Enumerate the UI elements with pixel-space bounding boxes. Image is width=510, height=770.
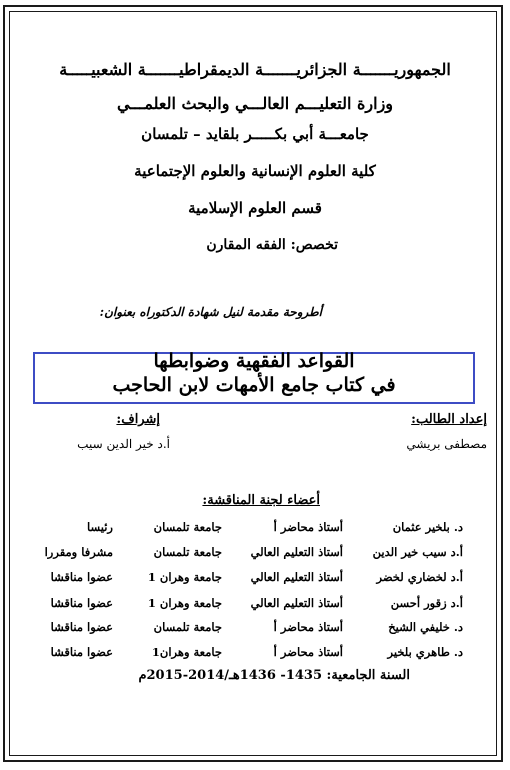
- member-name: د. خليفي الشيخ: [388, 620, 463, 634]
- member-university: جامعة تلمسان: [153, 520, 222, 534]
- committee-row: [0, 545, 510, 567]
- member-rank: أستاذ التعليم العالي: [250, 545, 343, 559]
- committee-row: [0, 596, 510, 618]
- member-name: أ.د زقور أحسن: [390, 596, 463, 610]
- university-name: جامعـــة أبي بكـــــر بلقايد – تلمسان: [141, 125, 369, 143]
- member-university: جامعة وهران1: [151, 645, 222, 659]
- republic-name: الجمهوريـــــــة الجزائريـــــــة الديمقراطيـــــــة الشعبيـــــة: [59, 60, 451, 79]
- member-name: أ.د لخضاري لخضر: [376, 570, 463, 584]
- specialty: تخصص: الفقه المقارن: [206, 237, 338, 253]
- member-rank: أستاذ محاضر أ: [273, 620, 343, 634]
- member-rank: أستاذ محاضر أ: [273, 520, 343, 534]
- member-name: أ.د سيب خير الدين: [372, 545, 463, 559]
- member-rank: أستاذ التعليم العالي: [250, 596, 343, 610]
- member-rank: أستاذ التعليم العالي: [250, 570, 343, 584]
- academic-year-label: السنة الجامعية:: [326, 668, 410, 683]
- member-university: جامعة وهران 1: [147, 570, 222, 584]
- member-name: د. بلخير عثمان: [392, 520, 463, 534]
- member-role: مشرفا ومقررا: [44, 545, 113, 559]
- member-university: جامعة تلمسان: [153, 545, 222, 559]
- member-role: عضوا مناقشا: [50, 570, 113, 584]
- committee-row: [0, 570, 510, 592]
- thesis-title-line-1: القواعد الفقهية وضوابطها: [153, 350, 355, 372]
- member-university: جامعة تلمسان: [153, 620, 222, 634]
- committee-row: [0, 520, 510, 542]
- member-role: عضوا مناقشا: [50, 596, 113, 610]
- faculty-name: كلية العلوم الإنسانية والعلوم الإجتماعية: [134, 162, 376, 180]
- ministry-name: وزارة التعليـــم العالـــي والبحث العلمـــي: [116, 94, 394, 113]
- member-role: عضوا مناقشا: [50, 620, 113, 634]
- committee-row: [0, 645, 510, 667]
- supervisor-name: أ.د خير الدين سيب: [77, 437, 170, 451]
- supervisor-label: إشراف:: [116, 412, 160, 427]
- member-rank: أستاذ محاضر أ: [273, 645, 343, 659]
- student-label: إعداد الطالب:: [411, 412, 487, 427]
- academic-year-value: 1435- 1436هـ/2014-2015م: [138, 668, 323, 683]
- thesis-title-line-2: في كتاب جامع الأمهات لابن الحاجب: [112, 374, 396, 396]
- member-role: عضوا مناقشا: [50, 645, 113, 659]
- member-role: رئيسا: [87, 520, 113, 534]
- department-name: قسم العلوم الإسلامية: [188, 199, 322, 217]
- committee-label: أعضاء لجنة المناقشة:: [202, 493, 320, 508]
- academic-year: [140, 668, 410, 683]
- member-university: جامعة وهران 1: [147, 596, 222, 610]
- student-name: مصطفى بريشي: [406, 437, 487, 451]
- committee-row: [0, 620, 510, 642]
- thesis-intro: أطروحة مقدمة لنيل شهادة الدكتوراه بعنوان:: [99, 305, 322, 319]
- member-name: د. طاهري بلخير: [387, 645, 463, 659]
